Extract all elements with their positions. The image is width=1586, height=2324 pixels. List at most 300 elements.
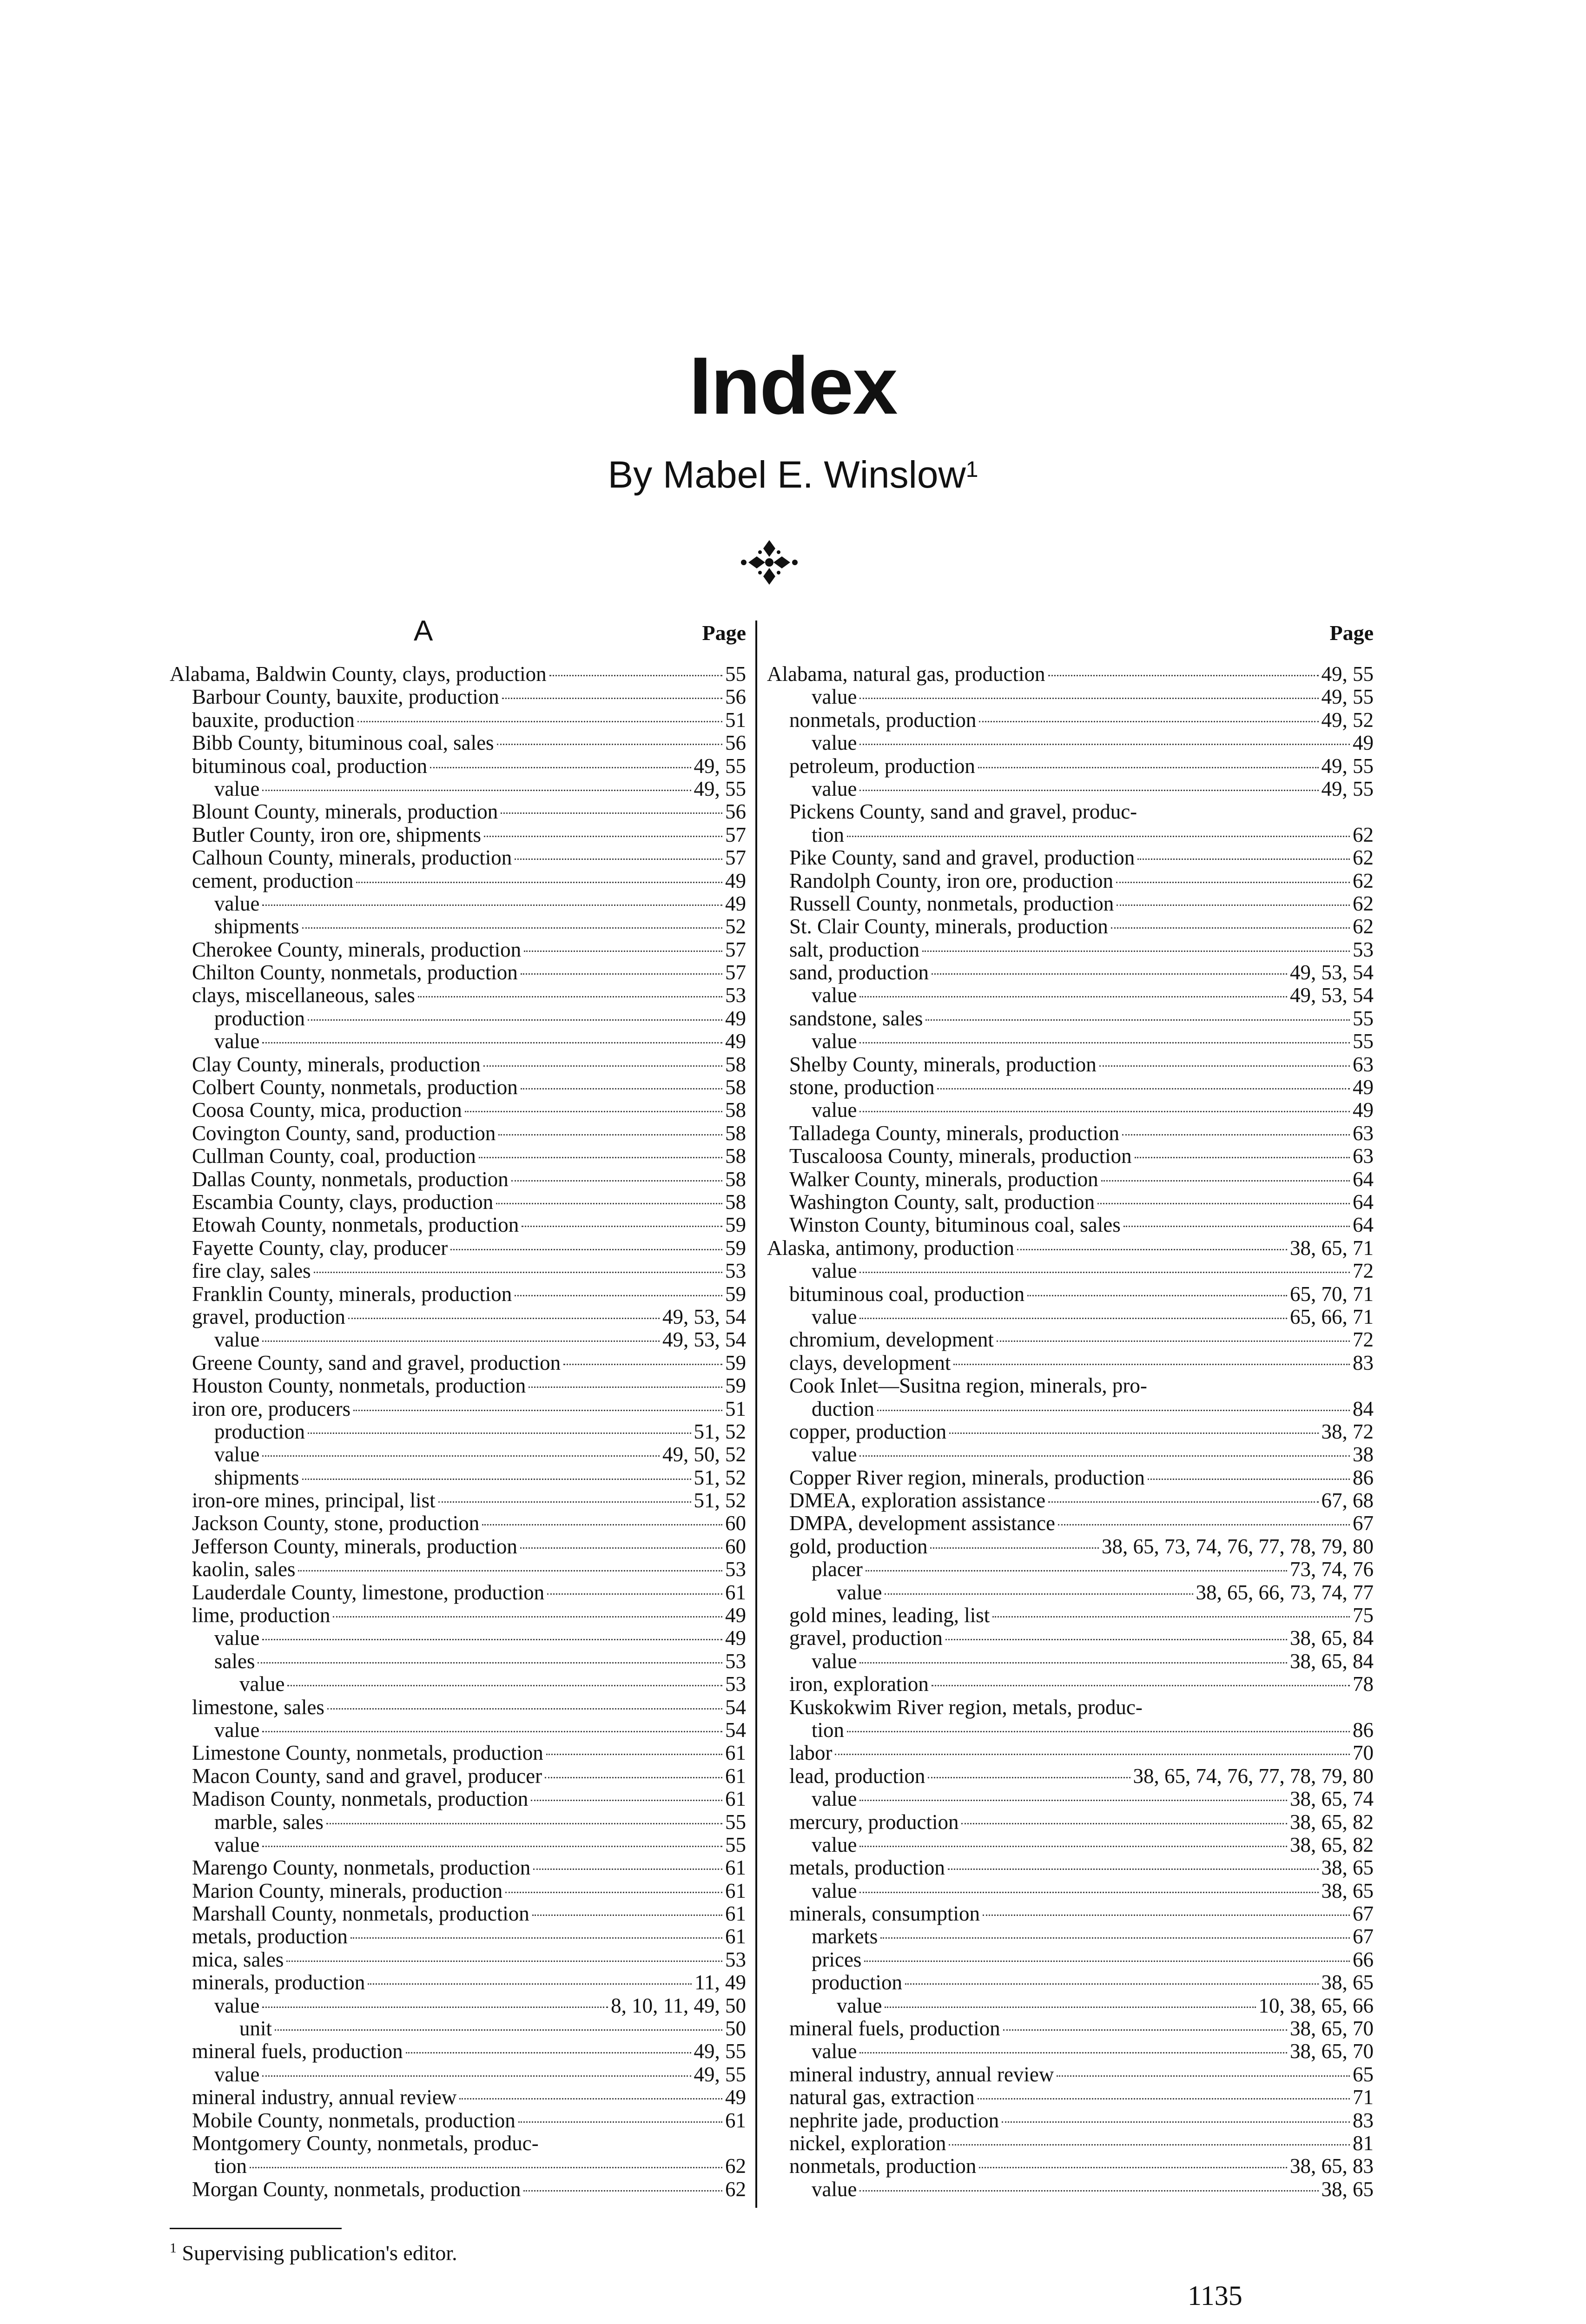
entry-page: 61 (725, 1580, 746, 1604)
index-entry (767, 1260, 1374, 1282)
entry-text: duction (812, 1397, 874, 1420)
index-entry (767, 1696, 1374, 1719)
entry-page: 59 (725, 1236, 746, 1260)
entry-text: value (214, 1443, 260, 1466)
index-entry (170, 961, 746, 984)
entry-text: Randolph County, iron ore, production (789, 869, 1113, 892)
index-entry (767, 1719, 1374, 1742)
index-entry (170, 1788, 746, 1810)
entry-page: 58 (725, 1052, 746, 1076)
entry-text: Etowah County, nonmetals, production (192, 1213, 519, 1237)
index-entry (170, 1902, 746, 1925)
entry-text: Marshall County, nonmetals, production (192, 1902, 529, 1926)
footnote-mark: 1 (965, 457, 978, 482)
entry-page: 49, 53, 54 (1290, 984, 1374, 1007)
dot-leader (515, 858, 722, 860)
entry-page: 64 (1353, 1213, 1374, 1237)
index-entry (767, 1581, 1374, 1604)
index-entry (170, 1122, 746, 1145)
dot-leader (983, 1915, 1350, 1916)
dot-leader (262, 1639, 722, 1640)
entry-page: 66 (1353, 1948, 1374, 1971)
index-entry (170, 1604, 746, 1627)
entry-page: 62 (1353, 915, 1374, 938)
entry-text: bauxite, production (192, 708, 355, 732)
dot-leader (859, 1455, 1350, 1457)
entry-page: 86 (1353, 1718, 1374, 1742)
entry-page: 59 (725, 1351, 746, 1374)
index-entry (767, 732, 1374, 754)
index-entry (767, 1466, 1374, 1489)
index-entry (170, 938, 746, 961)
entry-text: value (837, 1994, 882, 2017)
dot-leader (1017, 1249, 1287, 1250)
entry-page: 58 (725, 1076, 746, 1099)
dot-leader (885, 1593, 1193, 1595)
entry-text: Copper River region, minerals, production (789, 1466, 1145, 1489)
entry-page: 38, 65, 66, 73, 74, 77 (1196, 1580, 1374, 1604)
index-entry (170, 663, 746, 686)
entry-page: 49, 55 (1321, 777, 1374, 800)
index-entries (170, 663, 746, 2201)
dot-leader (948, 1868, 1319, 1870)
entry-page: 65, 70, 71 (1290, 1282, 1374, 1306)
dot-leader (953, 1364, 1350, 1365)
entry-page: 63 (1353, 1121, 1374, 1145)
entry-text: value (812, 1833, 857, 1856)
entry-text: Russell County, nonmetals, production (789, 891, 1114, 915)
dot-leader (949, 1433, 1318, 1434)
dot-leader (979, 2167, 1287, 2168)
entry-page: 38, 65 (1321, 1879, 1374, 1902)
entry-page: 60 (725, 1534, 746, 1558)
index-entry (767, 2178, 1374, 2201)
entry-text: limestone, sales (192, 1695, 324, 1719)
index-entry (170, 2132, 746, 2155)
entry-text: value (812, 2040, 857, 2063)
page-number: 1135 (1188, 2280, 1242, 2311)
index-entry (767, 1650, 1374, 1673)
entry-text: metals, production (192, 1925, 348, 1948)
entry-page: 56 (725, 685, 746, 709)
entry-text: iron ore, producers (192, 1397, 351, 1420)
entry-text: Clay County, minerals, production (192, 1052, 481, 1076)
entry-page: 49 (1353, 1098, 1374, 1122)
index-column-left (170, 615, 746, 2201)
entry-page: 61 (725, 1856, 746, 1880)
dot-leader (864, 1961, 1350, 1962)
entry-text: Colbert County, nonmetals, production (192, 1076, 518, 1099)
dot-leader (932, 973, 1287, 975)
entry-page: 78 (1353, 1672, 1374, 1696)
entry-text: kaolin, sales (192, 1558, 296, 1581)
index-entry (170, 1030, 746, 1053)
index-entry (170, 2178, 746, 2201)
entry-text: Talladega County, minerals, production (789, 1121, 1120, 1145)
dot-leader (262, 1340, 660, 1342)
index-entry (767, 984, 1374, 1007)
dot-leader (859, 996, 1287, 997)
dot-leader (945, 1639, 1287, 1640)
entry-text: value (214, 1718, 260, 1742)
dot-leader (1101, 1180, 1350, 1182)
entry-page: 38, 65 (1321, 1971, 1374, 1994)
dot-leader (859, 1800, 1287, 1801)
entry-text: value (239, 1672, 285, 1696)
page-column-label: Page (702, 621, 746, 645)
dot-leader (262, 1042, 722, 1043)
index-entry (767, 1880, 1374, 1902)
index-entry (767, 938, 1374, 961)
index-entry (170, 1512, 746, 1535)
entry-text: production (214, 1419, 305, 1443)
entry-page: 55 (1353, 1006, 1374, 1030)
entry-text: Montgomery County, nonmetals, produc- (192, 2132, 539, 2155)
index-entry (767, 1971, 1374, 1994)
dot-leader (563, 1364, 722, 1365)
index-entry (170, 1627, 746, 1650)
entry-text: value (812, 731, 857, 755)
entry-page: 59 (725, 1213, 746, 1237)
entry-text: metals, production (789, 1856, 945, 1880)
entry-text: labor (789, 1741, 833, 1765)
entry-page: 53 (725, 1672, 746, 1696)
entry-text: Kuskokwim River region, metals, produc- (789, 1695, 1143, 1719)
index-entry (767, 1535, 1374, 1558)
dot-leader (992, 1616, 1350, 1618)
index-entry (767, 1558, 1374, 1581)
index-entry (767, 1306, 1374, 1328)
entry-page: 49, 55 (694, 754, 746, 778)
entry-page: 38, 65, 74, 76, 77, 78, 79, 80 (1133, 1764, 1374, 1788)
index-entry (767, 1925, 1374, 1948)
entry-page: 38, 65, 84 (1290, 1626, 1374, 1650)
entry-text: Pickens County, sand and gravel, produc- (789, 800, 1137, 824)
entry-page: 52 (725, 915, 746, 938)
entry-page: 49, 52 (1321, 708, 1374, 732)
index-entry (170, 1856, 746, 1879)
dot-leader (547, 1593, 722, 1595)
dot-leader (545, 1777, 722, 1778)
dot-leader (835, 1754, 1350, 1755)
index-entry (170, 1650, 746, 1673)
entry-text: nephrite jade, production (789, 2108, 999, 2132)
entry-text: copper, production (789, 1419, 947, 1443)
index-entry (767, 1237, 1374, 1260)
column-divider (755, 621, 757, 2208)
dot-leader (262, 905, 722, 906)
index-entry (767, 1374, 1374, 1397)
entry-text: Dallas County, nonmetals, production (192, 1167, 509, 1191)
dot-leader (859, 1272, 1350, 1273)
index-entry (170, 1099, 746, 1122)
dot-leader (298, 1570, 722, 1571)
index-entry (767, 824, 1374, 846)
entry-text: value (812, 1879, 857, 1902)
entry-page: 67, 68 (1321, 1489, 1374, 1512)
entry-page: 75 (1353, 1604, 1374, 1627)
dot-leader (356, 882, 722, 883)
entry-text: gold mines, leading, list (789, 1604, 990, 1627)
dot-leader (518, 2121, 722, 2123)
entry-page: 51 (725, 1397, 746, 1420)
entry-text: value (214, 1626, 260, 1650)
entry-page: 61 (725, 1787, 746, 1811)
index-entry (170, 1696, 746, 1719)
entry-text: fire clay, sales (192, 1259, 311, 1283)
dot-leader (348, 1318, 660, 1319)
entry-page: 53 (725, 1259, 746, 1283)
entry-page: 51, 52 (694, 1466, 746, 1489)
entry-page: 61 (725, 1925, 746, 1948)
entry-text: Morgan County, nonmetals, production (192, 2177, 521, 2201)
dot-leader (308, 1019, 722, 1021)
index-entry (170, 1398, 746, 1420)
index-entry (170, 1076, 746, 1099)
footnote-mark: 1 (170, 2240, 177, 2256)
entry-text: bituminous coal, production (789, 1282, 1025, 1306)
entry-page: 53 (725, 984, 746, 1007)
index-entry (170, 1352, 746, 1374)
entry-text: mercury, production (789, 1810, 959, 1834)
index-entry (170, 1719, 746, 1742)
entry-text: gravel, production (192, 1305, 345, 1328)
dot-leader (978, 767, 1319, 768)
dot-leader (1116, 882, 1350, 883)
index-entry (767, 1834, 1374, 1856)
index-entry (170, 1971, 746, 1994)
index-entry (767, 2132, 1374, 2155)
entry-text: sand, production (789, 961, 929, 984)
index-entry (767, 800, 1374, 823)
dot-leader (937, 1088, 1350, 1089)
entry-text: Franklin County, minerals, production (192, 1282, 512, 1306)
index-entries (767, 663, 1374, 2201)
dot-leader (522, 1226, 722, 1227)
dot-leader (250, 2167, 722, 2168)
entry-page: 49 (725, 1626, 746, 1650)
dot-leader (1099, 1065, 1350, 1067)
section-letter: A (414, 615, 433, 647)
entry-text: lime, production (192, 1604, 330, 1627)
dot-leader (505, 1892, 722, 1893)
entry-text: minerals, consumption (789, 1902, 980, 1926)
dot-leader (497, 744, 722, 745)
index-entry (170, 1581, 746, 1604)
index-entry (767, 1627, 1374, 1650)
entry-text: value (214, 1994, 260, 2017)
dot-leader (262, 2007, 608, 2008)
dot-leader (1137, 858, 1350, 860)
dot-leader (262, 1731, 722, 1732)
entry-text: iron, exploration (789, 1672, 929, 1696)
entry-page: 55 (725, 662, 746, 686)
entry-page: 58 (725, 1167, 746, 1191)
index-column-right (767, 618, 1374, 2201)
entry-text: Winston County, bituminous coal, sales (789, 1213, 1121, 1237)
entry-text: marble, sales (214, 1810, 324, 1834)
index-entry (170, 915, 746, 938)
entry-text: Limestone County, nonmetals, production (192, 1741, 543, 1765)
entry-page: 53 (725, 1948, 746, 1971)
dot-leader (859, 1042, 1350, 1043)
entry-text: Covington County, sand, production (192, 1121, 496, 1145)
entry-page: 38, 65, 70 (1290, 2040, 1374, 2063)
index-entry (170, 1466, 746, 1489)
dot-leader (430, 767, 691, 768)
entry-text: value (837, 1580, 882, 1604)
index-entry (767, 1489, 1374, 1512)
index-entry (170, 778, 746, 800)
entry-text: value (214, 1030, 260, 1053)
entry-page: 70 (1353, 1741, 1374, 1765)
index-entry (170, 1948, 746, 1971)
entry-page: 53 (725, 1649, 746, 1673)
dot-leader (905, 1983, 1319, 1985)
entry-text: nickel, exploration (789, 2132, 946, 2155)
entry-text: Houston County, nonmetals, production (192, 1374, 526, 1398)
entry-text: iron-ore mines, principal, list (192, 1489, 436, 1512)
entry-page: 83 (1353, 1351, 1374, 1374)
dot-leader (928, 1777, 1130, 1778)
entry-page: 64 (1353, 1167, 1374, 1191)
entry-text: Walker County, minerals, production (789, 1167, 1098, 1191)
entry-text: unit (239, 2017, 272, 2040)
index-entry (170, 2017, 746, 2040)
column-header (767, 618, 1374, 663)
entry-page: 49 (725, 869, 746, 892)
entry-page: 53 (1353, 938, 1374, 961)
entry-text: value (812, 1443, 857, 1466)
entry-page: 38, 65, 73, 74, 76, 77, 78, 79, 80 (1102, 1534, 1374, 1558)
entry-page: 65 (1353, 2062, 1374, 2086)
entry-page: 54 (725, 1695, 746, 1719)
index-entry (767, 2109, 1374, 2132)
dot-leader (859, 2190, 1318, 2192)
index-entry (767, 1214, 1374, 1236)
entry-text: DMPA, development assistance (789, 1512, 1056, 1535)
index-entry (767, 1604, 1374, 1627)
dot-leader (979, 721, 1318, 722)
entry-page: 67 (1353, 1902, 1374, 1926)
entry-page: 56 (725, 800, 746, 824)
index-entry (767, 686, 1374, 708)
entry-page: 73, 74, 76 (1290, 1558, 1374, 1581)
dot-leader (1117, 905, 1350, 906)
entry-text: value (812, 1030, 857, 1053)
dot-leader (484, 836, 722, 837)
entry-page: 57 (725, 846, 746, 870)
dot-leader (1058, 1524, 1350, 1525)
dot-leader (1002, 2121, 1350, 2123)
entry-page: 38, 65, 71 (1290, 1236, 1374, 1260)
entry-page: 51, 52 (694, 1419, 746, 1443)
index-entry (767, 778, 1374, 800)
entry-page: 63 (1353, 1052, 1374, 1076)
index-entry (767, 1328, 1374, 1351)
entry-page: 38 (1353, 1443, 1374, 1466)
index-entry (767, 961, 1374, 984)
index-entry (767, 1811, 1374, 1834)
entry-page: 49, 55 (694, 2062, 746, 2086)
entry-text: Mobile County, nonmetals, production (192, 2108, 515, 2132)
entry-page: 62 (725, 2177, 746, 2201)
entry-text: clays, development (789, 1351, 951, 1374)
dot-leader (314, 1272, 722, 1273)
entry-page: 56 (725, 731, 746, 755)
dot-leader (465, 1111, 722, 1112)
index-entry (767, 1788, 1374, 1810)
entry-page: 58 (725, 1190, 746, 1214)
dot-leader (287, 1685, 722, 1686)
entry-page: 49, 55 (694, 777, 746, 800)
index-entry (170, 1880, 746, 1902)
index-entry (170, 892, 746, 915)
index-entry (170, 1742, 746, 1764)
dot-leader (859, 1892, 1318, 1893)
dot-leader (327, 1708, 722, 1710)
index-entry (170, 1237, 746, 1260)
index-entry (767, 2063, 1374, 2086)
dot-leader (501, 812, 722, 814)
index-entry (170, 2040, 746, 2063)
dot-leader (258, 1662, 722, 1664)
entry-text: minerals, production (192, 1971, 365, 1994)
dot-leader (531, 1800, 722, 1801)
footnote-text: Supervising publication's editor. (182, 2241, 457, 2265)
index-entry (767, 1948, 1374, 1971)
dot-leader (511, 1180, 722, 1182)
entry-text: prices (812, 1948, 862, 1971)
entry-text: Alabama, Baldwin County, clays, production (170, 662, 547, 686)
dot-leader (532, 1915, 722, 1916)
dot-leader (922, 951, 1350, 952)
page-column-label: Page (1329, 621, 1374, 645)
entry-page: 38, 65, 83 (1290, 2154, 1374, 2178)
entry-page: 38, 65, 74 (1290, 1787, 1374, 1811)
entry-text: sales (214, 1649, 255, 1673)
entry-page: 11, 49 (694, 1971, 746, 1994)
entry-text: Greene County, sand and gravel, production (192, 1351, 561, 1374)
entry-page: 38, 65, 70 (1290, 2017, 1374, 2040)
index-entry (170, 1489, 746, 1512)
index-entry (767, 1168, 1374, 1191)
entry-text: Cullman County, coal, production (192, 1144, 476, 1168)
entry-page: 49, 53, 54 (662, 1328, 746, 1352)
dot-leader (880, 1937, 1350, 1939)
entry-text: Marengo County, nonmetals, production (192, 1856, 531, 1880)
index-entry (170, 1535, 746, 1558)
index-entry (170, 1007, 746, 1030)
entry-text: Macon County, sand and gravel, producer (192, 1764, 542, 1788)
index-entry (170, 1994, 746, 2017)
entry-page: 59 (725, 1374, 746, 1398)
entry-text: mineral fuels, production (789, 2017, 1000, 2040)
index-entry (170, 2086, 746, 2109)
dot-leader (949, 2144, 1350, 2146)
entry-text: Cook Inlet—Susitna region, minerals, pro- (789, 1374, 1147, 1398)
entry-text: value (214, 777, 260, 800)
dot-leader (877, 1410, 1350, 1411)
entry-page: 49, 55 (1321, 685, 1374, 709)
entry-text: value (214, 1833, 260, 1856)
dot-leader (438, 1501, 691, 1503)
entry-text: Jackson County, stone, production (192, 1512, 480, 1535)
dot-leader (1003, 2029, 1287, 2031)
index-entry (767, 1512, 1374, 1535)
entry-page: 62 (1353, 891, 1374, 915)
dot-leader (262, 790, 691, 791)
